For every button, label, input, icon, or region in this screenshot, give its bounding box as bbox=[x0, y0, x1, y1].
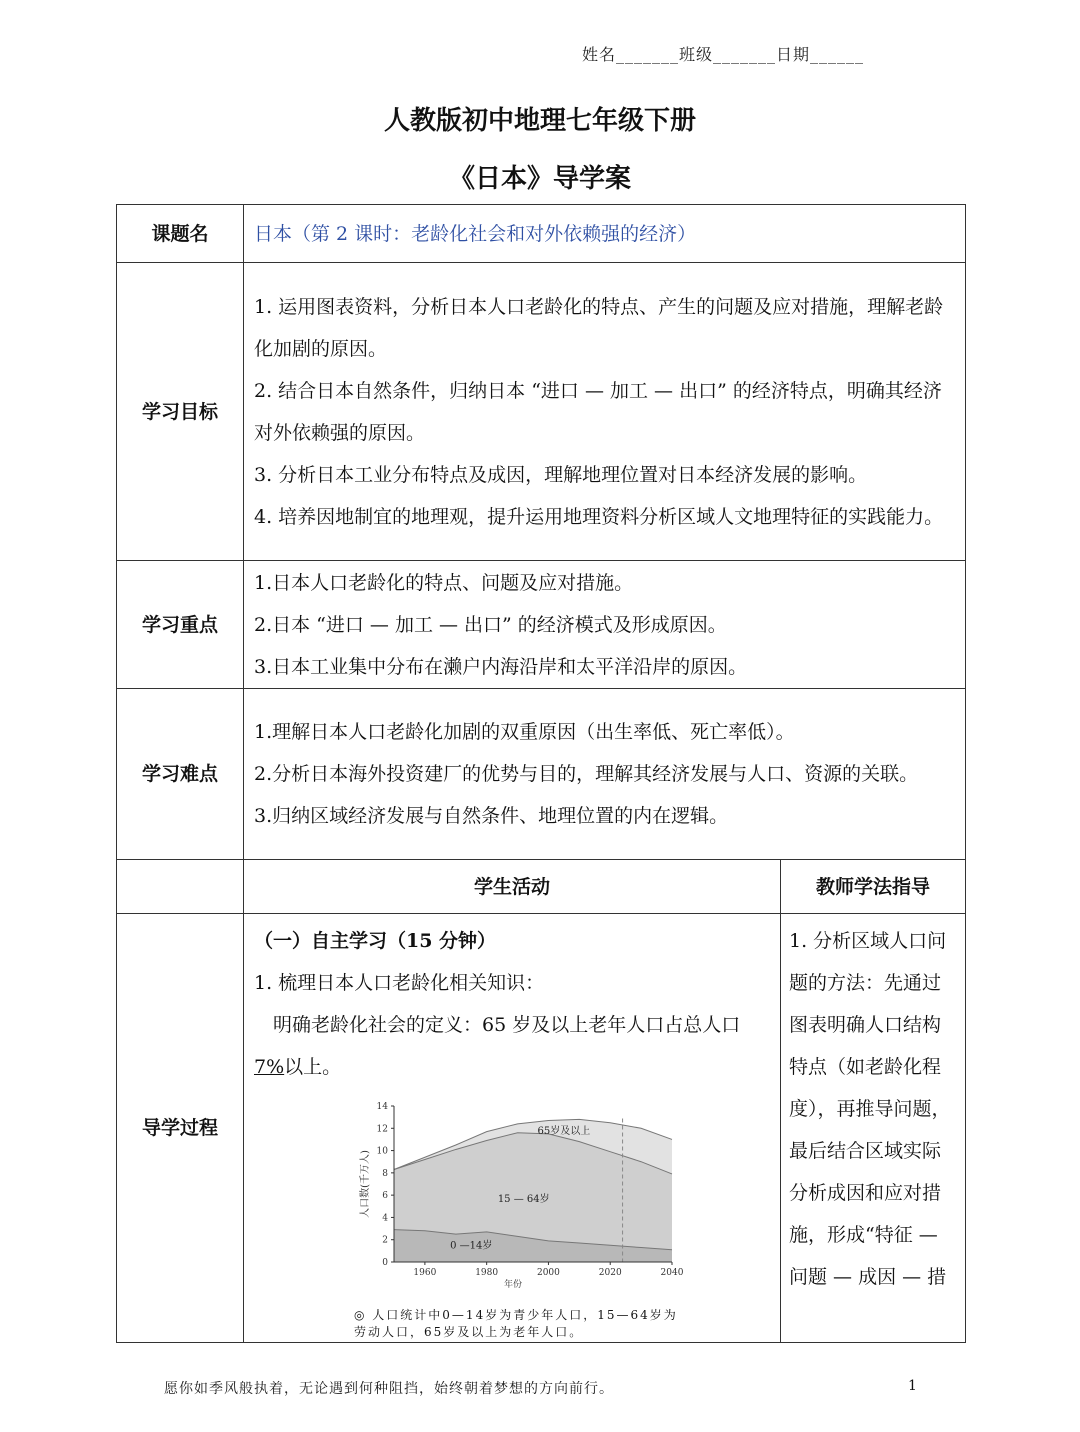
difficulty-item: 1.理解日本人口老龄化加剧的双重原因（出生率低、死亡率低）。 bbox=[254, 721, 795, 743]
x-tick-label: 1960 bbox=[413, 1268, 437, 1278]
teacher-guide-cell: 1. 分析区域人口问题的方法：先通过图表明确人口结构特点（如老龄化程度），再推导问题，最后结合区域实际分析成因和应对措施，形成“特征 — 问题 — 成因 — 措 bbox=[781, 914, 966, 1343]
x-tick-label: 2000 bbox=[536, 1268, 560, 1278]
definition-text bbox=[254, 1004, 770, 1088]
y-axis-label: 人口数(千万人) bbox=[360, 1150, 371, 1218]
y-tick-label: 2 bbox=[382, 1235, 388, 1246]
difficulties-row bbox=[117, 689, 966, 860]
key-point-item: 1.日本人口老龄化的特点、问题及应对措施。 bbox=[254, 571, 634, 594]
objectives-label: 学习目标 bbox=[117, 263, 244, 561]
lesson-table bbox=[116, 204, 966, 1343]
student-info-line: 姓名_______班级_______日期______ bbox=[582, 45, 865, 64]
process-row bbox=[117, 914, 966, 1343]
objective-item: 4. 培养因地制宜的地理观，提升运用地理资料分析区域人文地理特征的实践能力。 bbox=[254, 505, 944, 528]
page-number: 1 bbox=[908, 1378, 917, 1394]
x-tick-label: 2020 bbox=[598, 1268, 622, 1278]
chart-caption bbox=[354, 1307, 684, 1341]
y-tick-label: 0 bbox=[382, 1258, 388, 1268]
definition-value: 7% bbox=[254, 1056, 285, 1078]
key-point-item: 2.日本 “进口 — 加工 — 出口” 的经济模式及形成原因。 bbox=[254, 613, 727, 636]
key-points-label: 学习重点 bbox=[117, 561, 244, 689]
student-activity-cell bbox=[244, 914, 781, 1343]
x-axis-label: 年份 bbox=[503, 1280, 523, 1290]
caption-icon: ◎ bbox=[354, 1308, 373, 1322]
population-chart-svg bbox=[354, 1096, 684, 1292]
x-tick-label: 2040 bbox=[660, 1268, 684, 1278]
objective-item: 1. 运用图表资料，分析日本人口老龄化的特点、产生的问题及应对措施，理解老龄化加剧的原因。 bbox=[254, 295, 944, 360]
difficulties-cell bbox=[244, 689, 966, 860]
topic-row bbox=[117, 205, 966, 263]
key-points-cell bbox=[244, 561, 966, 689]
difficulty-item: 2.分析日本海外投资建厂的优势与目的，理解其经济发展与人口、资源的关联。 bbox=[254, 763, 919, 785]
y-tick-label: 10 bbox=[376, 1146, 388, 1157]
column-header-row bbox=[117, 860, 966, 914]
label-old: 65岁及以上 bbox=[537, 1125, 591, 1137]
objective-item: 3. 分析日本工业分布特点及成因，理解地理位置对日本经济发展的影响。 bbox=[254, 463, 868, 486]
section-title: （一）自主学习（15 分钟） bbox=[254, 930, 497, 952]
caption-text: 人口统计中0—14岁为青少年人口，15—64岁为劳动人口，65岁及以上为老年人口。 bbox=[354, 1308, 678, 1339]
difficulty-item: 3.归纳区域经济发展与自然条件、地理位置的内在逻辑。 bbox=[254, 805, 729, 827]
objectives-cell bbox=[244, 263, 966, 561]
teacher-guide-header: 教师学法指导 bbox=[781, 860, 966, 914]
doc-title: 人教版初中地理七年级下册 bbox=[383, 106, 696, 136]
x-tick-label: 1980 bbox=[475, 1268, 499, 1278]
objectives-row bbox=[117, 263, 966, 561]
topic-value: 日本（第 2 课时：老龄化社会和对外依赖强的经济） bbox=[244, 205, 966, 263]
key-point-item: 3.日本工业集中分布在濑户内海沿岸和太平洋沿岸的原因。 bbox=[254, 655, 748, 678]
y-tick-label: 8 bbox=[382, 1168, 388, 1179]
y-tick-label: 12 bbox=[376, 1124, 388, 1135]
activity-item: 1. 梳理日本人口老龄化相关知识： bbox=[254, 972, 545, 994]
topic-label: 课题名 bbox=[117, 205, 244, 263]
label-young: 0 —14岁 bbox=[450, 1240, 493, 1252]
empty-header-cell bbox=[117, 860, 244, 914]
label-working: 15 — 64岁 bbox=[497, 1193, 550, 1205]
footer-motto: 愿你如季风般执着，无论遇到何种阻挡，始终朝着梦想的方向前行。 bbox=[164, 1381, 614, 1397]
difficulties-label: 学习难点 bbox=[117, 689, 244, 860]
y-tick-label: 4 bbox=[382, 1213, 388, 1224]
y-tick-label: 6 bbox=[382, 1191, 388, 1202]
student-activity-header: 学生活动 bbox=[244, 860, 781, 914]
objective-item: 2. 结合日本自然条件，归纳日本 “进口 — 加工 — 出口” 的经济特点，明确其经济对外依赖强的原因。 bbox=[254, 379, 942, 444]
y-tick-label: 14 bbox=[376, 1102, 388, 1112]
doc-subtitle: 《日本》导学案 bbox=[448, 164, 631, 194]
definition-pre: 明确老龄化社会的定义：65 岁及以上老年人口占总人口 bbox=[273, 1014, 741, 1036]
definition-post: 以上。 bbox=[284, 1056, 342, 1078]
process-label: 导学过程 bbox=[117, 914, 244, 1343]
key-points-row bbox=[117, 561, 966, 689]
population-chart bbox=[354, 1096, 684, 1342]
